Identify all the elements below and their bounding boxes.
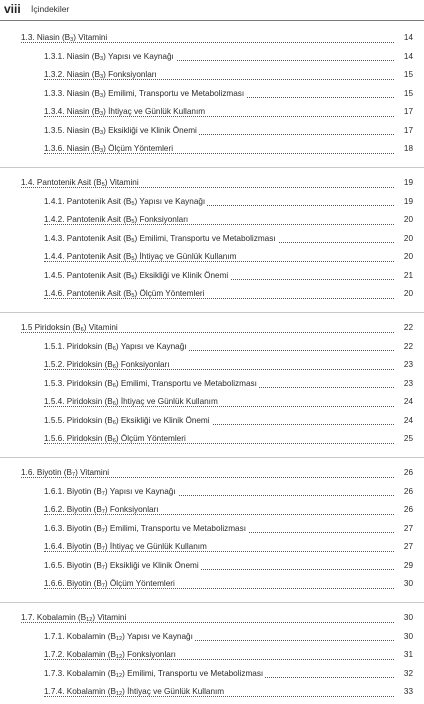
entry-title	[44, 687, 226, 696]
toc-subsection-entry[interactable]	[0, 483, 424, 502]
toc-section	[0, 609, 424, 702]
entry-page-number: 20	[394, 211, 413, 230]
entry-title-rest: ) Yapısı ve Kaynağı	[134, 196, 206, 206]
toc-chapter-entry[interactable]	[0, 174, 424, 193]
toc-subsection-entry[interactable]	[0, 683, 424, 702]
entry-title-rest: ) Emilimi, Transportu ve Metabolizması	[122, 668, 264, 678]
vitamin-subscript: 12	[115, 672, 123, 679]
toc-subsection-entry[interactable]	[0, 393, 424, 412]
entry-page-number: 24	[394, 393, 413, 412]
vitamin-subscript: 3	[99, 74, 104, 80]
entry-page-number: 24	[394, 412, 413, 431]
entry-title-prefix: 1.5.4. Piridoksin (B	[44, 397, 113, 406]
entry-title-rest: ) Vitamini	[104, 178, 139, 187]
header-rule	[0, 20, 424, 21]
entry-title	[21, 178, 141, 187]
entry-page-number: 32	[394, 665, 413, 684]
entry-page-number: 26	[394, 483, 413, 502]
vitamin-subscript: 7	[71, 472, 76, 478]
entry-title	[44, 379, 259, 388]
entry-title	[44, 650, 178, 659]
toc-section	[0, 174, 424, 304]
entry-page-number: 20	[394, 230, 413, 249]
entry-page-number: 15	[394, 85, 413, 104]
vitamin-subscript: 5	[131, 274, 135, 281]
entry-title-rest: ) Vitamini	[75, 468, 110, 477]
entry-title-rest: ) Vitamini	[83, 323, 118, 332]
entry-title-rest: ) Vitamini	[73, 33, 108, 42]
entry-title-rest: ) Yapısı ve Kaynağı	[104, 486, 176, 496]
vitamin-subscript: 12	[115, 691, 123, 697]
entry-title-rest: ) Yapısı ve Kaynağı	[103, 51, 174, 61]
entry-title	[44, 215, 190, 224]
entry-title-prefix: 1.4.1. Pantotenik Asit (B	[44, 196, 132, 206]
entry-title-prefix: 1.5 Piridoksin (B	[21, 323, 81, 332]
entry-title	[44, 524, 248, 533]
entry-title-rest: ) Fonksiyonları	[134, 215, 189, 224]
toc-subsection-entry[interactable]	[0, 557, 424, 576]
entry-title-prefix: 1.6.4. Biyotin (B	[44, 542, 102, 551]
entry-title-rest: ) Eksikliği ve Klinik Önemi	[115, 415, 210, 425]
entry-title-rest: ) İhtiyaç ve Günlük Kullanım	[103, 107, 206, 116]
entry-title	[44, 52, 176, 61]
toc-section	[0, 29, 424, 159]
entry-title	[44, 669, 265, 678]
toc-chapter-entry[interactable]	[0, 319, 424, 338]
entry-title	[44, 579, 177, 588]
entry-title-prefix: 1.3.6. Niasin (B	[44, 144, 100, 153]
entry-title-prefix: 1.6.6. Biyotin (B	[44, 579, 102, 588]
toc-subsection-entry[interactable]	[0, 48, 424, 67]
entry-title-prefix: 1.7.1. Kobalamin (B	[44, 631, 116, 641]
entry-title-prefix: 1.7.2. Kobalamin (B	[44, 650, 116, 659]
toc-subsection-entry[interactable]	[0, 285, 424, 304]
toc-subsection-entry[interactable]	[0, 193, 424, 212]
toc-subsection-entry[interactable]	[0, 66, 424, 85]
entry-page-number: 26	[394, 501, 413, 520]
entry-title	[44, 505, 161, 514]
toc-chapter-entry[interactable]	[0, 29, 424, 48]
entry-page-number: 20	[394, 248, 413, 267]
entry-title-prefix: 1.4.5. Pantotenik Asit (B	[44, 270, 132, 280]
entry-title-prefix: 1.4. Pantotenik Asit (B	[21, 178, 102, 187]
entry-title	[44, 70, 159, 79]
vitamin-subscript: 6	[112, 419, 116, 426]
entry-page-number: 30	[394, 575, 413, 594]
vitamin-subscript: 6	[112, 382, 116, 389]
vitamin-subscript: 5	[131, 200, 135, 207]
vitamin-subscript: 5	[131, 219, 135, 225]
page-number: viii	[4, 2, 21, 16]
entry-title-rest: ) Emilimi, Transportu ve Metabolizması	[115, 378, 257, 388]
entry-title-prefix: 1.3.1. Niasin (B	[44, 51, 100, 61]
entry-title-rest: ) Vitamini	[92, 613, 127, 622]
toc-subsection-entry[interactable]	[0, 665, 424, 684]
entry-page-number: 30	[394, 628, 413, 647]
entry-title-prefix: 1.5.3. Piridoksin (B	[44, 378, 113, 388]
entry-title-prefix: 1.3. Niasin (B	[21, 33, 71, 42]
entry-title-prefix: 1.6. Biyotin (B	[21, 468, 72, 477]
toc-subsection-entry[interactable]	[0, 538, 424, 557]
toc-subsection-entry[interactable]	[0, 85, 424, 104]
entry-title-rest: ) Eksikliği ve Klinik Önemi	[104, 560, 199, 570]
toc-subsection-entry[interactable]	[0, 122, 424, 141]
entry-title-rest: ) Ölçüm Yöntemleri	[115, 434, 186, 443]
running-title: İçindekiler	[31, 4, 70, 14]
entry-title-rest: ) Yapısı ve Kaynağı	[122, 631, 193, 641]
toc-section	[0, 464, 424, 594]
entry-title-prefix: 1.7.4. Kobalamin (B	[44, 687, 116, 696]
toc-subsection-entry[interactable]	[0, 412, 424, 431]
vitamin-subscript: 6	[112, 345, 116, 352]
entry-page-number: 19	[394, 193, 413, 212]
vitamin-subscript: 3	[99, 92, 104, 99]
entry-title	[44, 416, 212, 425]
entry-title-prefix: 1.4.3. Pantotenik Asit (B	[44, 233, 132, 243]
toc-subsection-entry[interactable]	[0, 211, 424, 230]
toc-section	[0, 319, 424, 449]
entry-title-rest: ) Fonksiyonları	[122, 650, 176, 659]
vitamin-subscript: 7	[101, 509, 105, 515]
entry-title-prefix: 1.4.4. Pantotenik Asit (B	[44, 252, 132, 261]
entry-title	[44, 107, 207, 116]
vitamin-subscript: 5	[131, 293, 135, 299]
entry-title-rest: ) İhtiyaç ve Günlük Kullanım	[134, 252, 237, 261]
vitamin-subscript: 5	[131, 256, 135, 262]
entry-title-rest: ) Fonksiyonları	[115, 360, 170, 369]
vitamin-subscript: 7	[101, 546, 105, 552]
entry-page-number: 20	[394, 285, 413, 304]
toc-subsection-entry[interactable]	[0, 520, 424, 539]
vitamin-subscript: 7	[101, 527, 105, 534]
vitamin-subscript: 3	[70, 37, 74, 43]
toc-subsection-entry[interactable]	[0, 103, 424, 122]
entry-title	[44, 289, 206, 298]
entry-title	[44, 271, 230, 280]
entry-title-prefix: 1.5.6. Piridoksin (B	[44, 434, 113, 443]
vitamin-subscript: 7	[101, 583, 105, 589]
entry-page-number: 19	[394, 174, 413, 193]
entry-title	[44, 632, 195, 641]
entry-page-number: 25	[394, 430, 413, 449]
toc-subsection-entry[interactable]	[0, 628, 424, 647]
entry-title	[44, 542, 209, 551]
entry-page-number: 15	[394, 66, 413, 85]
entry-title	[44, 561, 201, 570]
toc-subsection-entry[interactable]	[0, 140, 424, 159]
vitamin-subscript: 6	[80, 327, 84, 333]
toc-subsection-entry[interactable]	[0, 230, 424, 249]
entry-title-prefix: 1.5.1. Piridoksin (B	[44, 341, 113, 351]
entry-title-rest: ) Ölçüm Yöntemleri	[134, 289, 205, 298]
entry-title	[21, 33, 109, 42]
entry-title-prefix: 1.6.2. Biyotin (B	[44, 505, 102, 514]
toc-subsection-entry[interactable]	[0, 430, 424, 449]
entry-page-number: 30	[394, 609, 413, 628]
entry-title-rest: ) Emilimi, Transportu ve Metabolizması	[134, 233, 276, 243]
entry-page-number: 23	[394, 356, 413, 375]
entry-title-prefix: 1.3.2. Niasin (B	[44, 70, 100, 79]
entry-title	[44, 144, 175, 153]
entry-title-rest: ) Emilimi, Transportu ve Metabolizması	[103, 88, 245, 98]
entry-title	[44, 126, 199, 135]
entry-page-number: 22	[394, 338, 413, 357]
vitamin-subscript: 3	[99, 111, 104, 117]
vitamin-subscript: 3	[99, 148, 104, 154]
toc-subsection-entry[interactable]	[0, 267, 424, 286]
entry-title-rest: ) Eksikliği ve Klinik Önemi	[103, 125, 197, 135]
entry-page-number: 18	[394, 140, 413, 159]
entry-title-rest: ) Ölçüm Yöntemleri	[104, 579, 175, 588]
entry-title	[44, 252, 238, 261]
vitamin-subscript: 3	[99, 129, 104, 136]
entry-title	[44, 360, 172, 369]
entry-page-number: 29	[394, 557, 413, 576]
entry-title	[44, 434, 188, 443]
entry-page-number: 17	[394, 122, 413, 141]
entry-page-number: 17	[394, 103, 413, 122]
toc-chapter-entry[interactable]	[0, 464, 424, 483]
toc-subsection-entry[interactable]	[0, 646, 424, 665]
entry-title-rest: ) Emilimi, Transportu ve Metabolizması	[104, 523, 246, 533]
entry-title	[44, 89, 246, 98]
vitamin-subscript: 5	[131, 237, 135, 244]
vitamin-subscript: 3	[99, 55, 104, 62]
vitamin-subscript: 12	[86, 617, 93, 623]
toc-subsection-entry[interactable]	[0, 575, 424, 594]
toc-subsection-entry[interactable]	[0, 501, 424, 520]
entry-title-prefix: 1.7. Kobalamin (B	[21, 613, 87, 622]
entry-title-prefix: 1.4.6. Pantotenik Asit (B	[44, 289, 132, 298]
entry-title-rest: ) İhtiyaç ve Günlük Kullanım	[122, 687, 225, 696]
entry-title-prefix: 1.5.5. Piridoksin (B	[44, 415, 113, 425]
entry-title-rest: ) İhtiyaç ve Günlük Kullanım	[115, 397, 218, 406]
vitamin-subscript: 6	[112, 401, 116, 407]
entry-title	[21, 613, 128, 622]
entry-page-number: 23	[394, 375, 413, 394]
entry-title-prefix: 1.5.2. Piridoksin (B	[44, 360, 113, 369]
entry-title-rest: ) Eksikliği ve Klinik Önemi	[134, 270, 229, 280]
page-header	[0, 0, 424, 22]
entry-title-prefix: 1.3.4. Niasin (B	[44, 107, 100, 116]
entry-page-number: 21	[394, 267, 413, 286]
vitamin-subscript: 7	[101, 564, 105, 571]
entry-title-rest: ) Ölçüm Yöntemleri	[103, 144, 174, 153]
entry-title	[44, 197, 207, 206]
entry-title-prefix: 1.6.3. Biyotin (B	[44, 523, 102, 533]
vitamin-subscript: 6	[112, 364, 116, 370]
vitamin-subscript: 12	[115, 654, 123, 660]
entry-page-number: 31	[394, 646, 413, 665]
entry-page-number: 27	[394, 520, 413, 539]
toc-subsection-entry[interactable]	[0, 338, 424, 357]
entry-page-number: 33	[394, 683, 413, 702]
entry-title	[44, 342, 189, 351]
entry-title-prefix: 1.3.5. Niasin (B	[44, 125, 100, 135]
vitamin-subscript: 12	[115, 635, 123, 642]
toc-chapter-entry[interactable]	[0, 609, 424, 628]
entry-title	[44, 487, 178, 496]
entry-page-number: 14	[394, 29, 413, 48]
entry-page-number: 26	[394, 464, 413, 483]
entry-page-number: 14	[394, 48, 413, 67]
entry-title-rest: ) Fonksiyonları	[103, 70, 157, 79]
toc-subsection-entry[interactable]	[0, 356, 424, 375]
entry-title-rest: ) İhtiyaç ve Günlük Kullanım	[104, 542, 207, 551]
entry-title-rest: ) Fonksiyonları	[104, 505, 159, 514]
vitamin-subscript: 5	[101, 182, 105, 188]
entry-title-prefix: 1.3.3. Niasin (B	[44, 88, 100, 98]
entry-title	[21, 468, 111, 477]
toc-subsection-entry[interactable]	[0, 248, 424, 267]
entry-title	[44, 234, 278, 243]
vitamin-subscript: 7	[101, 490, 105, 497]
entry-page-number: 27	[394, 538, 413, 557]
toc-subsection-entry[interactable]	[0, 375, 424, 394]
entry-title-prefix: 1.6.5. Biyotin (B	[44, 560, 102, 570]
vitamin-subscript: 6	[112, 438, 116, 444]
entry-title-rest: ) Yapısı ve Kaynağı	[115, 341, 187, 351]
entry-title	[44, 397, 220, 406]
entry-title-prefix: 1.4.2. Pantotenik Asit (B	[44, 215, 132, 224]
entry-title-prefix: 1.7.3. Kobalamin (B	[44, 668, 116, 678]
entry-title	[21, 323, 120, 332]
entry-page-number: 22	[394, 319, 413, 338]
entry-title-prefix: 1.6.1. Biyotin (B	[44, 486, 102, 496]
table-of-contents	[0, 29, 424, 702]
